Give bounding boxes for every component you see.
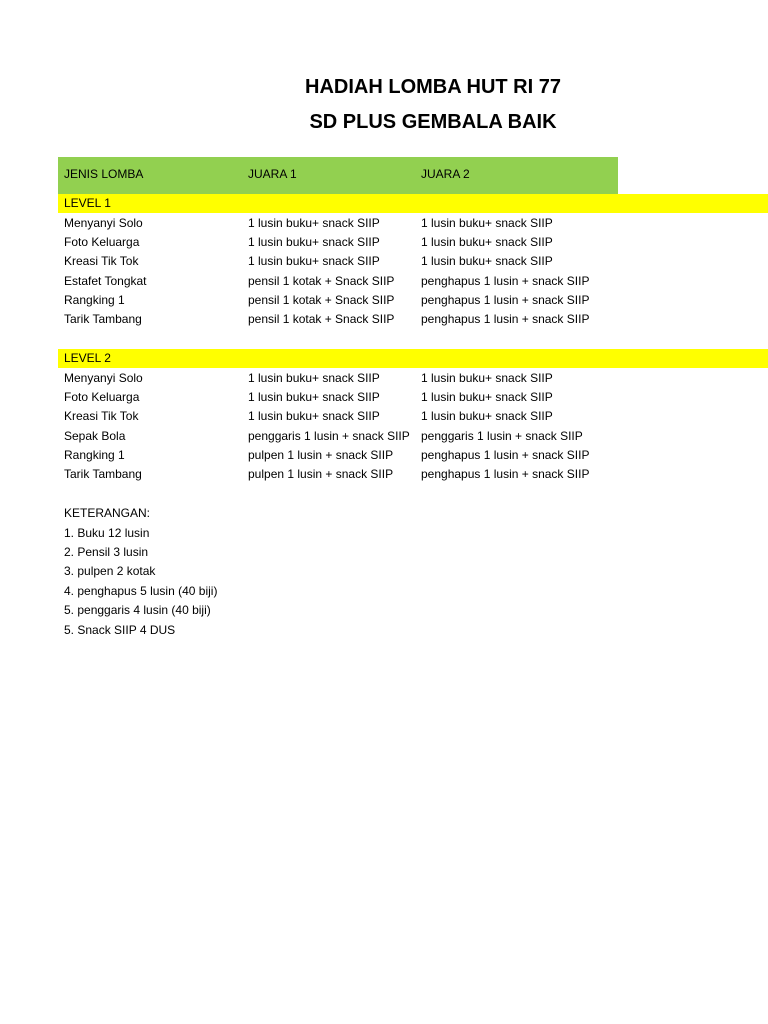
- cell-juara-1: 1 lusin buku+ snack SIIP: [248, 254, 380, 268]
- table-row: [0, 291, 768, 310]
- cell-jenis-lomba: Kreasi Tik Tok: [64, 409, 139, 423]
- table-row: [0, 310, 768, 329]
- cell-juara-2: penggaris 1 lusin + snack SIIP: [421, 429, 583, 443]
- cell-juara-1: pensil 1 kotak + Snack SIIP: [248, 293, 395, 307]
- cell-juara-2: 1 lusin buku+ snack SIIP: [421, 409, 553, 423]
- cell-juara-2: penghapus 1 lusin + snack SIIP: [421, 467, 590, 481]
- note-item: 3. pulpen 2 kotak: [64, 564, 156, 578]
- cell-juara-1: penggaris 1 lusin + snack SIIP: [248, 429, 410, 443]
- cell-jenis-lomba: Estafet Tongkat: [64, 274, 147, 288]
- note-item: 5. penggaris 4 lusin (40 biji): [64, 603, 211, 617]
- table-row: [0, 407, 768, 426]
- cell-jenis-lomba: Menyanyi Solo: [64, 216, 143, 230]
- cell-jenis-lomba: Menyanyi Solo: [64, 371, 143, 385]
- cell-juara-1: pulpen 1 lusin + snack SIIP: [248, 467, 394, 481]
- cell-jenis-lomba: Foto Keluarga: [64, 390, 140, 404]
- header-juara-1: JUARA 1: [248, 167, 297, 181]
- cell-jenis-lomba: Foto Keluarga: [64, 235, 140, 249]
- title-line-2: SD PLUS GEMBALA BAIK: [309, 111, 557, 133]
- cell-jenis-lomba: Tarik Tambang: [64, 467, 142, 481]
- level-1-band: [58, 194, 768, 213]
- table-row: [0, 427, 768, 446]
- table-row: [0, 214, 768, 233]
- note-item: 2. Pensil 3 lusin: [64, 545, 149, 559]
- title-line-1: HADIAH LOMBA HUT RI 77: [305, 76, 561, 98]
- cell-jenis-lomba: Sepak Bola: [64, 429, 126, 443]
- cell-juara-1: pensil 1 kotak + Snack SIIP: [248, 274, 395, 288]
- cell-juara-1: 1 lusin buku+ snack SIIP: [248, 371, 380, 385]
- cell-juara-1: pensil 1 kotak + Snack SIIP: [248, 312, 395, 326]
- cell-juara-2: 1 lusin buku+ snack SIIP: [421, 235, 553, 249]
- level-2-band: [58, 349, 768, 368]
- cell-juara-2: penghapus 1 lusin + snack SIIP: [421, 312, 590, 326]
- header-juara-2: JUARA 2: [421, 167, 470, 181]
- cell-jenis-lomba: Kreasi Tik Tok: [64, 254, 139, 268]
- cell-jenis-lomba: Rangking 1: [64, 293, 125, 307]
- cell-juara-1: 1 lusin buku+ snack SIIP: [248, 390, 380, 404]
- cell-jenis-lomba: Rangking 1: [64, 448, 125, 462]
- note-item: 1. Buku 12 lusin: [64, 526, 150, 540]
- table-row: [0, 388, 768, 407]
- cell-juara-1: 1 lusin buku+ snack SIIP: [248, 235, 380, 249]
- cell-juara-2: 1 lusin buku+ snack SIIP: [421, 254, 553, 268]
- cell-jenis-lomba: Tarik Tambang: [64, 312, 142, 326]
- cell-juara-1: 1 lusin buku+ snack SIIP: [248, 216, 380, 230]
- cell-juara-2: penghapus 1 lusin + snack SIIP: [421, 293, 590, 307]
- table-row: [0, 446, 768, 465]
- header-jenis-lomba: JENIS LOMBA: [64, 167, 144, 181]
- level-2-label: LEVEL 2: [64, 351, 111, 365]
- cell-juara-1: 1 lusin buku+ snack SIIP: [248, 409, 380, 423]
- cell-juara-1: pulpen 1 lusin + snack SIIP: [248, 448, 394, 462]
- cell-juara-2: penghapus 1 lusin + snack SIIP: [421, 274, 590, 288]
- table-row: [0, 369, 768, 388]
- table-row: [0, 272, 768, 291]
- cell-juara-2: 1 lusin buku+ snack SIIP: [421, 371, 553, 385]
- cell-juara-2: 1 lusin buku+ snack SIIP: [421, 390, 553, 404]
- cell-juara-2: 1 lusin buku+ snack SIIP: [421, 216, 553, 230]
- level-1-label: LEVEL 1: [64, 196, 111, 210]
- note-item: 5. Snack SIIP 4 DUS: [64, 623, 176, 637]
- cell-juara-2: penghapus 1 lusin + snack SIIP: [421, 448, 590, 462]
- table-row: [0, 252, 768, 271]
- table-row: [0, 465, 768, 484]
- note-item: 4. penghapus 5 lusin (40 biji): [64, 584, 218, 598]
- notes-heading: KETERANGAN:: [64, 506, 151, 520]
- table-row: [0, 233, 768, 252]
